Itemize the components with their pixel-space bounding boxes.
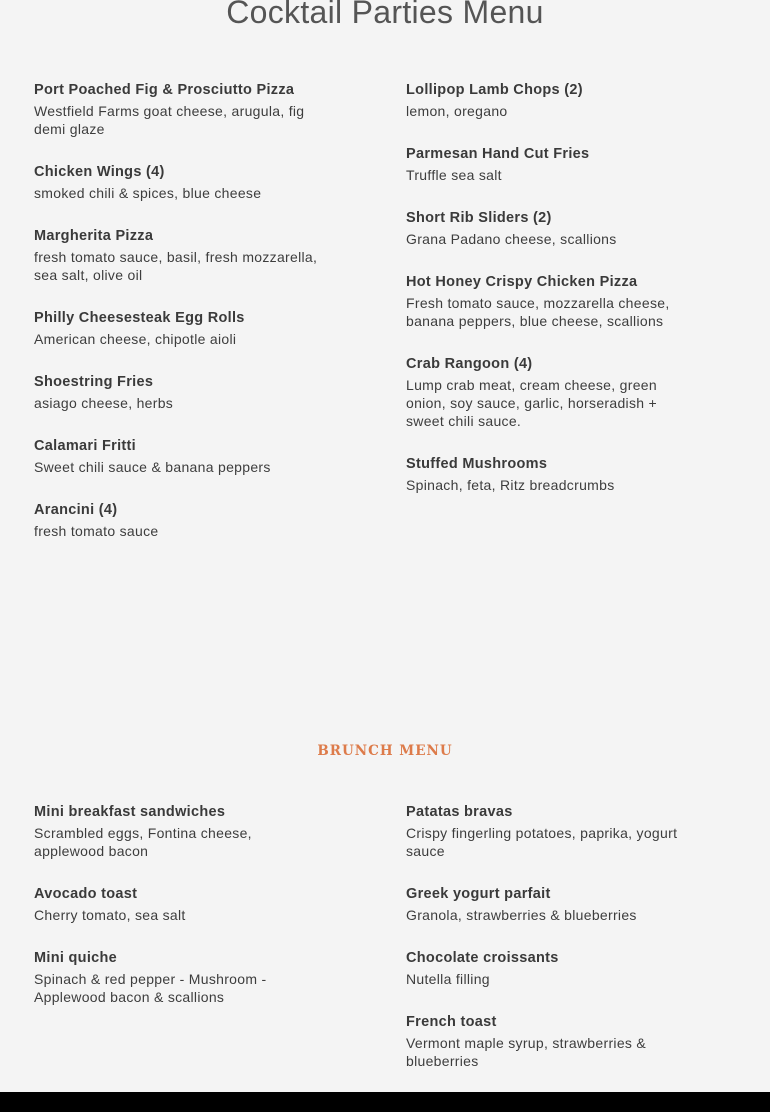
menu-item-description: Spinach, feta, Ritz breadcrumbs [406, 477, 615, 493]
menu-item-name: Short Rib Sliders (2) [406, 210, 552, 226]
menu-item-description: Nutella filling [406, 971, 490, 987]
menu-item-name: Mini quiche [34, 950, 118, 966]
menu-item-description: Sweet chili sauce & banana peppers [34, 459, 271, 475]
menu-item-name: Parmesan Hand Cut Fries [406, 146, 590, 162]
menu-item-description: lemon, oregano [406, 103, 508, 119]
menu-item-name: Patatas bravas [406, 804, 513, 820]
menu-item-description: Fresh tomato sauce, mozzarella cheese, banana peppers, blue cheese, scallions [406, 295, 670, 329]
page-title: Cocktail Parties Menu [226, 0, 544, 30]
menu-item-description: American cheese, chipotle aioli [34, 331, 237, 347]
menu-item [34, 162, 324, 202]
brunch-menu-left-column [34, 802, 324, 1030]
brunch-menu-right-column [406, 802, 696, 1094]
menu-item-name: Shoestring Fries [34, 374, 154, 390]
menu-item-name: Port Poached Fig & Prosciutto Pizza [34, 82, 295, 98]
menu-item-description: fresh tomato sauce [34, 523, 159, 539]
menu-item-description: Lump crab meat, cream cheese, green onion, soy sauce, garlic, horseradish + sweet chili sauce. [406, 377, 657, 429]
menu-item-name: Avocado toast [34, 886, 138, 902]
menu-item-description: Scrambled eggs, Fontina cheese, applewood bacon [34, 825, 252, 859]
menu-item [406, 948, 696, 988]
menu-item-description: Truffle sea salt [406, 167, 502, 183]
menu-item [406, 208, 696, 248]
menu-item [34, 436, 324, 476]
menu-item-name: Mini breakfast sandwiches [34, 804, 226, 820]
menu-item-name: Arancini (4) [34, 502, 118, 518]
menu-item [34, 948, 324, 1006]
menu-item-name: French toast [406, 1014, 497, 1030]
menu-item [406, 454, 696, 494]
cocktail-menu-left-column [34, 80, 324, 564]
menu-item-description: Crispy fingerling potatoes, paprika, yogurt sauce [406, 825, 678, 859]
menu-item [406, 80, 696, 120]
menu-item-description: Cherry tomato, sea salt [34, 907, 186, 923]
menu-item [34, 372, 324, 412]
menu-item [34, 500, 324, 540]
menu-item-name: Stuffed Mushrooms [406, 456, 548, 472]
menu-item-name: Margherita Pizza [34, 228, 154, 244]
menu-item-description: fresh tomato sauce, basil, fresh mozzarella, sea salt, olive oil [34, 249, 318, 283]
menu-item-name: Greek yogurt parfait [406, 886, 551, 902]
menu-item [406, 802, 696, 860]
menu-item-name: Hot Honey Crispy Chicken Pizza [406, 274, 638, 290]
brunch-menu-heading: BRUNCH MENU [317, 743, 453, 759]
menu-item-name: Calamari Fritti [34, 438, 136, 454]
menu-item-description: asiago cheese, herbs [34, 395, 174, 411]
menu-item [406, 272, 696, 330]
menu-item [406, 144, 696, 184]
menu-item-description: Spinach & red pepper - Mushroom - Applewood bacon & scallions [34, 971, 267, 1005]
menu-item-description: Grana Padano cheese, scallions [406, 231, 617, 247]
menu-item [34, 80, 324, 138]
menu-item [34, 308, 324, 348]
cocktail-menu-right-column [406, 80, 696, 518]
menu-item [406, 1012, 696, 1070]
menu-item-name: Lollipop Lamb Chops (2) [406, 82, 583, 98]
menu-item-description: Westfield Farms goat cheese, arugula, fig demi glaze [34, 103, 305, 137]
menu-item-name: Chocolate croissants [406, 950, 559, 966]
menu-item [34, 884, 324, 924]
menu-item [34, 226, 324, 284]
menu-item-name: Chicken Wings (4) [34, 164, 165, 180]
menu-item-name: Philly Cheesesteak Egg Rolls [34, 310, 245, 326]
menu-item-name: Crab Rangoon (4) [406, 356, 533, 372]
menu-item-description: Granola, strawberries & blueberries [406, 907, 637, 923]
menu-item-description: smoked chili & spices, blue cheese [34, 185, 262, 201]
menu-item-description: Vermont maple syrup, strawberries & blueberries [406, 1035, 647, 1069]
menu-item [406, 884, 696, 924]
menu-item [406, 354, 696, 430]
menu-item [34, 802, 324, 860]
bottom-bar [0, 1092, 770, 1112]
